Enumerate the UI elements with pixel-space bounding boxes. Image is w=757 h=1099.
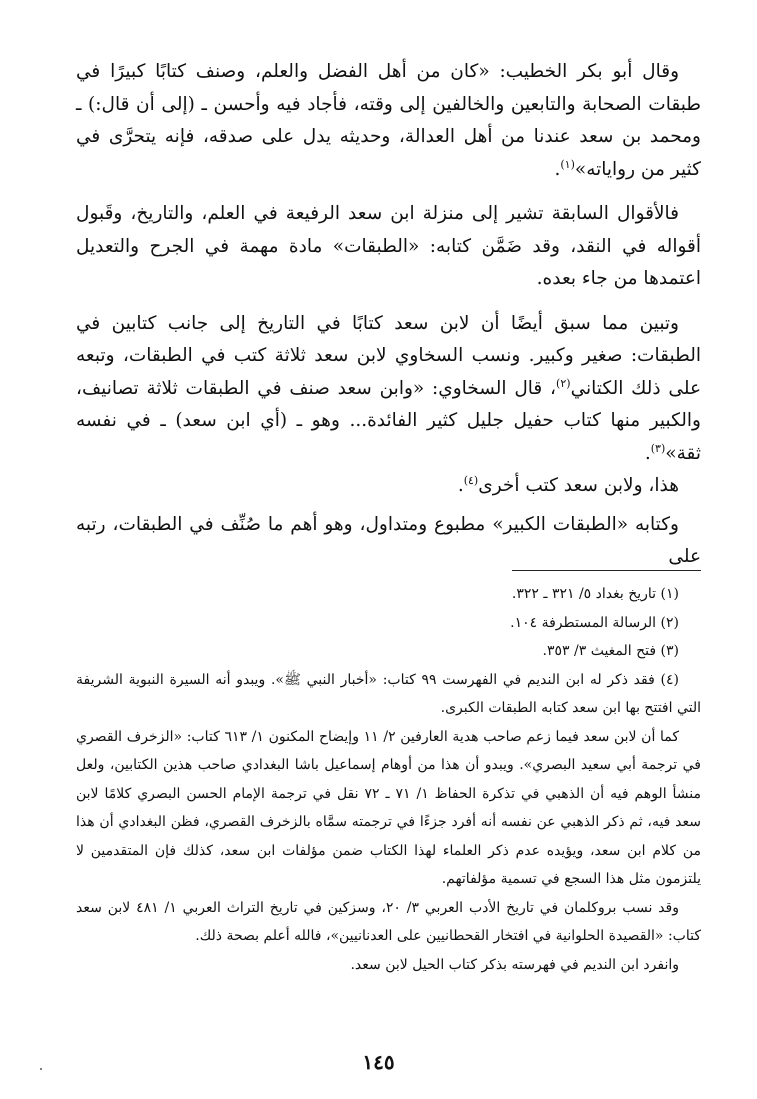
footnote-ref-1: (١) [560, 157, 575, 171]
footnote-ref-4: (٤) [463, 473, 479, 487]
paragraph-status-of-ibn-saad: فالأقوال السابقة تشير إلى منزلة ابن سعد الرفيعة في العلم، والتاريخ، وقَبول أقواله في النقد، وقد ضَمَّن كتابه: «الطبقات» مادة مهمة في الجرح والتعديل اعتمدها من جاء بعده. [76, 203, 701, 289]
paragraph-khatib-quote: وقال أبو بكر الخطيب: «كان من أهل الفضل والعلم، وصنف كتابًا كبيرًا في طبقات الصحابة والتابعين والخالفين إلى وقته، فأجاد فيه وأحسن ـ (إلى أن قال:) ـ ومحمد بن سعد عندنا من أهل العدالة، وحديثه يدل على صدقه، فإنه يتحرَّى في كثير من رواياته»$^{(١)}$. [76, 61, 701, 180]
footnote-4-continuation-1: كما أن لابن سعد فيما زعم صاحب هدية العارفين ٢/ ١١ وإيضاح المكنون ١/ ٦١٣ كتاب: «الزخرف القصري في ترجمة أبي سعيد البصري». ويبدو أن هذا من أوهام إسماعيل باشا البغدادي صاحب هذين الكتابين، ولعل منشأ الوهم فيه أن الذهبي في تذكرة الحفاظ ١/ ٧١ ـ ٧٢ نقل في ترجمة الإمام الحسن البصري كلامًا لابن سعد فيه، ثم ذكر الذهبي عن نفسه أنه أفرد جزءًا في ترجمته سمَّاه بالزخرف القصري، فظن البغدادي أن هذا من كلام ابن سعد، ويؤيده عدم ذكر العلماء لهذا الكتاب ضمن مؤلفات ابن سعد، كذلك فإن المتقدمين لا يلتزمون مثل هذا السجع في تسمية مؤلفاتهم. [76, 728, 701, 887]
footnote-3: (٣) فتح المغيث ٣/ ٣٥٣. [542, 643, 679, 659]
paragraph-other-books: هذا، ولابن سعد كتب أخرى$^{(٤)}$. [457, 473, 679, 496]
paragraph-kitab-tabaqat-kabir: وكتابه «الطبقات الكبير» مطبوع ومتداول، وهو أهم ما صُنِّف في الطبقات، رتبه على [76, 513, 701, 567]
page-number: ١٤٥ [362, 1050, 395, 1074]
footnote-2: (٢) الرسالة المستطرفة ١٠٤. [510, 614, 679, 631]
footnote-ref-2: (٢) [556, 376, 571, 390]
main-text [76, 56, 701, 574]
footnote-ref-3: (٣) [650, 441, 666, 455]
footnote-1: (١) تاريخ بغداد ٥/ ٣٢١ ـ ٣٢٢. [511, 586, 679, 602]
footnote-4-continuation-2: وقد نسب بروكلمان في تاريخ الأدب العربي ٣/ ٢٠، وسزكين في تاريخ التراث العربي ١/ ٤٨١ لابن سعد كتاب: «القصيدة الحلوانية في افتخار القحطانيين على العدنانيين»، فالله أعلم بصحة ذلك. [76, 899, 701, 944]
footnote-separator [512, 570, 701, 571]
footnotes [76, 580, 701, 979]
footnote-4-continuation-3: وانفرد ابن النديم في فهرسته بذكر كتاب الحيل لابن سعد. [350, 956, 679, 973]
paragraph-tabaqat-books: وتبين مما سبق أيضًا أن لابن سعد كتابًا في التاريخ إلى جانب كتابين في الطبقات: صغير وكبير. ونسب السخاوي لابن سعد ثلاثة كتب في الطبقات، وتبعه على ذلك الكتاني$^{(٢)}$، قال السخاوي: «وابن سعد صنف في الطبقات ثلاثة تصانيف، والكبير منها كتاب حفيل جليل كثير الفائدة... وهو ـ (أي ابن سعد) ـ في نفسه ثقة»$^{(٣)}$. [76, 312, 702, 464]
footnote-4: (٤) فقد ذكر له ابن النديم في الفهرست ٩٩ كتاب: «أخبار النبي ﷺ». ويبدو أنه السيرة النبوية الشريفة التي افتتح بها ابن سعد كتابه الطبقات الكبرى. [76, 671, 701, 716]
scan-speck [40, 1068, 42, 1070]
